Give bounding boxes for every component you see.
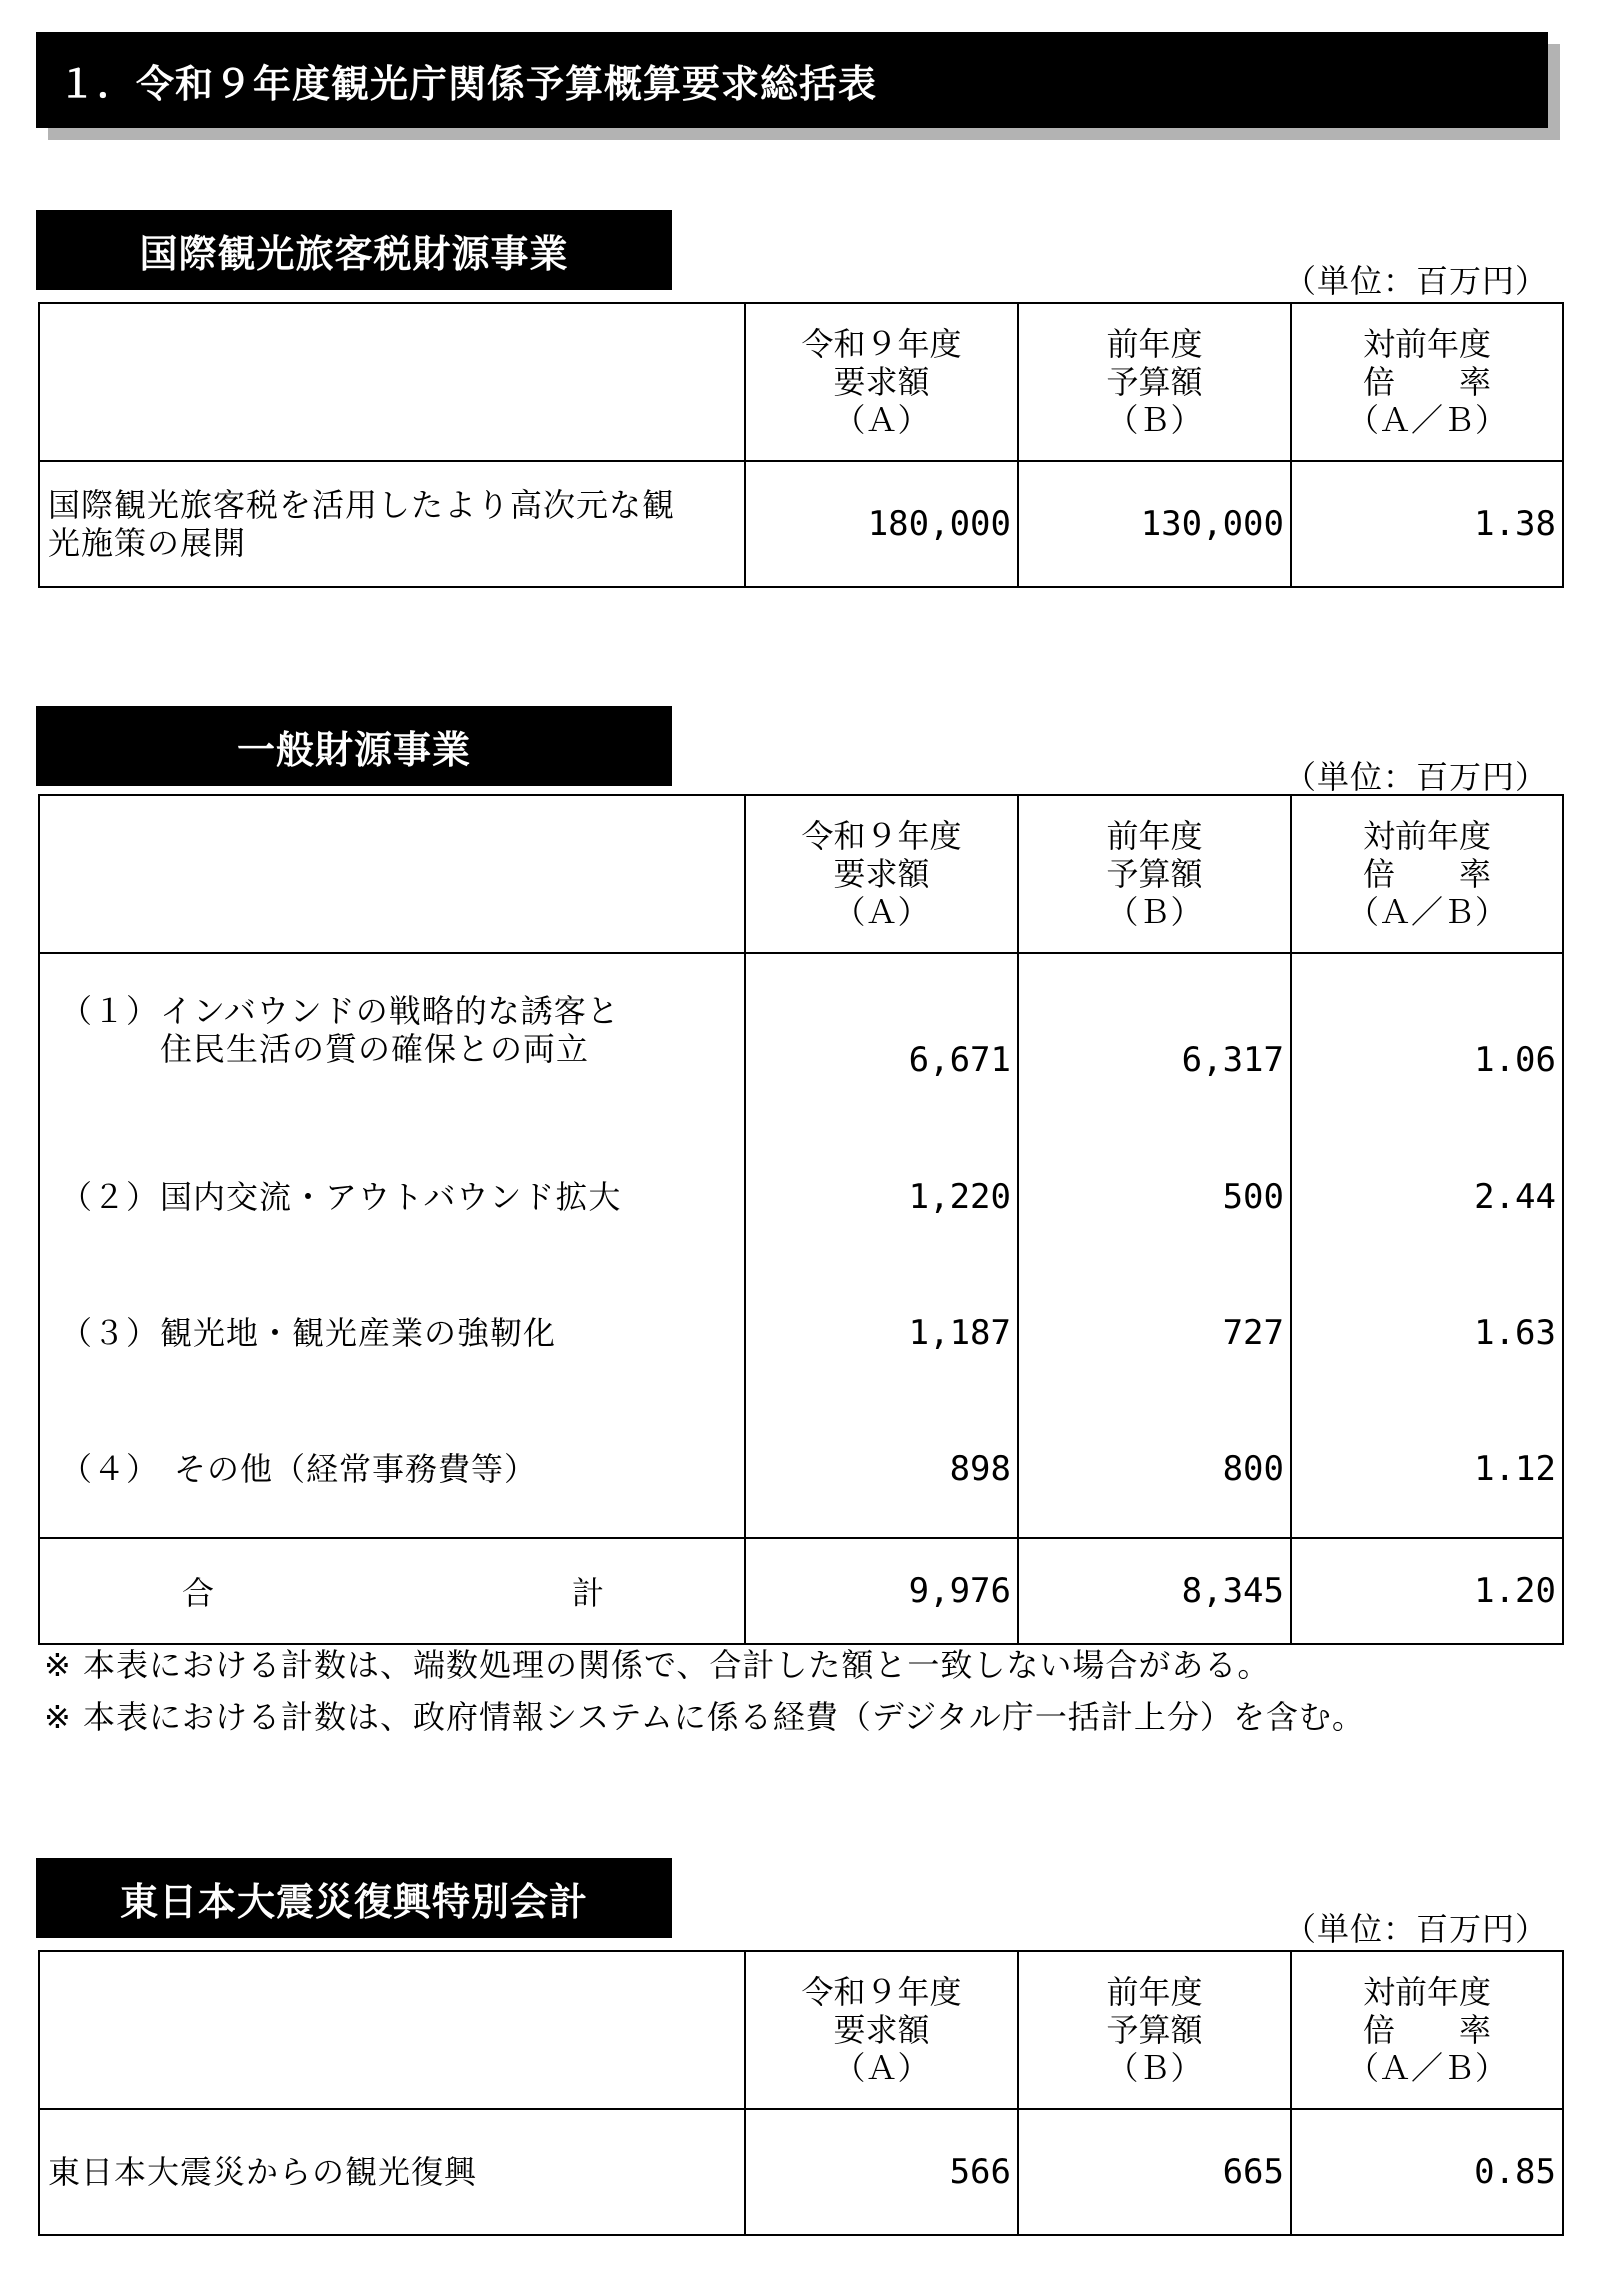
header-text: 倍 率	[1362, 363, 1491, 401]
header-text: 令和９年度	[801, 817, 962, 855]
total-ratio: 1.20	[1291, 1538, 1563, 1644]
list-item	[40, 1265, 744, 1401]
header-prev-budget	[1018, 1951, 1291, 2109]
value-ratio: 1.06	[1474, 1040, 1556, 1080]
value-prev-budget: 727	[1222, 1313, 1284, 1353]
header-text: 倍 率	[1362, 855, 1491, 893]
list-item	[40, 1401, 744, 1537]
header-text: （Ａ／Ｂ）	[1346, 2049, 1507, 2087]
budget-table-tax	[38, 302, 1564, 588]
header-text: 要求額	[833, 363, 930, 401]
budget-table-reconstruction	[38, 1950, 1564, 2236]
header-request	[745, 795, 1018, 953]
table-row	[39, 2109, 1563, 2235]
header-blank	[39, 795, 745, 953]
item-number: （１）	[60, 992, 160, 1030]
header-text: 前年度	[1106, 325, 1203, 363]
header-blank	[39, 1951, 745, 2109]
header-text: 要求額	[833, 2011, 930, 2049]
header-request	[745, 303, 1018, 461]
item-text: 光施策の展開	[48, 524, 247, 562]
header-text: 前年度	[1106, 1973, 1203, 2011]
header-prev-budget	[1018, 303, 1291, 461]
section-label-tax: 国際観光旅客税財源事業	[36, 210, 672, 290]
header-text: 予算額	[1106, 2011, 1203, 2049]
header-prev-budget	[1018, 795, 1291, 953]
item-number: （２）	[60, 1177, 160, 1216]
value-request: 6,671	[908, 1040, 1011, 1080]
list-item	[40, 992, 744, 1128]
header-text: 対前年度	[1362, 817, 1491, 855]
header-ratio	[1291, 303, 1563, 461]
header-text: 要求額	[833, 855, 930, 893]
header-text: 前年度	[1106, 817, 1203, 855]
total-label-char: 計	[572, 1574, 605, 1612]
values-request	[745, 953, 1018, 1538]
header-text: （Ｂ）	[1106, 2049, 1203, 2087]
header-text: 倍 率	[1362, 2011, 1491, 2049]
value-ratio: 0.85	[1291, 2109, 1563, 2235]
total-label-char: 合	[182, 1574, 215, 1612]
footnote: ※ 本表における計数は、端数処理の関係で、合計した額と一致しない場合がある。	[44, 1646, 1271, 1684]
header-text: 対前年度	[1362, 325, 1491, 363]
header-text: （Ａ）	[833, 2049, 930, 2087]
value-prev-budget: 665	[1018, 2109, 1291, 2235]
table-row-items	[39, 953, 1563, 1538]
table-header-row	[39, 303, 1563, 461]
total-label	[39, 1538, 745, 1644]
value-ratio: 2.44	[1474, 1176, 1556, 1217]
values-ratio	[1291, 953, 1563, 1538]
value-prev-budget: 800	[1222, 1449, 1284, 1489]
item-number: （４）	[60, 1450, 160, 1488]
value-request: 898	[949, 1449, 1011, 1489]
list-item	[40, 1128, 744, 1265]
values-prev-budget	[1018, 953, 1291, 1538]
header-text: （Ａ／Ｂ）	[1346, 893, 1507, 931]
header-text: 令和９年度	[801, 1973, 962, 2011]
header-text: （Ａ）	[833, 401, 930, 439]
table-header-row	[39, 1951, 1563, 2109]
value-request: 566	[745, 2109, 1018, 2235]
item-number: （３）	[60, 1314, 160, 1352]
header-text: 令和９年度	[801, 325, 962, 363]
value-prev-budget: 130,000	[1018, 461, 1291, 587]
value-request: 180,000	[745, 461, 1018, 587]
header-request	[745, 1951, 1018, 2109]
header-text: （Ｂ）	[1106, 401, 1203, 439]
total-row	[39, 1538, 1563, 1644]
table-header-row	[39, 795, 1563, 953]
total-prev-budget: 8,345	[1018, 1538, 1291, 1644]
section-label-general: 一般財源事業	[36, 706, 672, 786]
header-ratio	[1291, 1951, 1563, 2109]
header-ratio	[1291, 795, 1563, 953]
item-text: 国内交流・アウトバウンド拡大	[160, 1177, 622, 1216]
item-name	[39, 461, 745, 587]
value-request: 1,220	[908, 1176, 1011, 1217]
page-title: １．令和９年度観光庁関係予算概算要求総括表	[36, 32, 1548, 128]
item-list	[39, 953, 745, 1538]
unit-label: （単位：百万円）	[1283, 262, 1548, 300]
table-row	[39, 461, 1563, 587]
section-label-reconstruction: 東日本大震災復興特別会計	[36, 1858, 672, 1938]
item-text: インバウンドの戦略的な誘客と	[160, 992, 620, 1030]
item-text: その他（経常事務費等）	[174, 1450, 538, 1488]
header-text: 予算額	[1106, 855, 1203, 893]
footnote: ※ 本表における計数は、政府情報システムに係る経費（デジタル庁一括計上分）を含む。	[44, 1698, 1365, 1736]
item-text: 住民生活の質の確保との両立	[160, 1030, 590, 1068]
header-text: 対前年度	[1362, 1973, 1491, 2011]
header-blank	[39, 303, 745, 461]
unit-label: （単位：百万円）	[1283, 758, 1548, 796]
value-prev-budget: 500	[1222, 1176, 1284, 1217]
value-request: 1,187	[908, 1313, 1011, 1353]
unit-label: （単位：百万円）	[1283, 1910, 1548, 1948]
value-ratio: 1.12	[1474, 1449, 1556, 1489]
item-name: 東日本大震災からの観光復興	[39, 2109, 745, 2235]
value-ratio: 1.38	[1291, 461, 1563, 587]
header-text: （Ｂ）	[1106, 893, 1203, 931]
item-text: 国際観光旅客税を活用したより高次元な観	[48, 486, 676, 524]
header-text: （Ａ／Ｂ）	[1346, 401, 1507, 439]
value-prev-budget: 6,317	[1181, 1040, 1284, 1080]
header-text: 予算額	[1106, 363, 1203, 401]
total-request: 9,976	[745, 1538, 1018, 1644]
value-ratio: 1.63	[1474, 1313, 1556, 1353]
budget-table-general	[38, 794, 1564, 1645]
item-text: 観光地・観光産業の強靭化	[160, 1314, 557, 1352]
header-text: （Ａ）	[833, 893, 930, 931]
